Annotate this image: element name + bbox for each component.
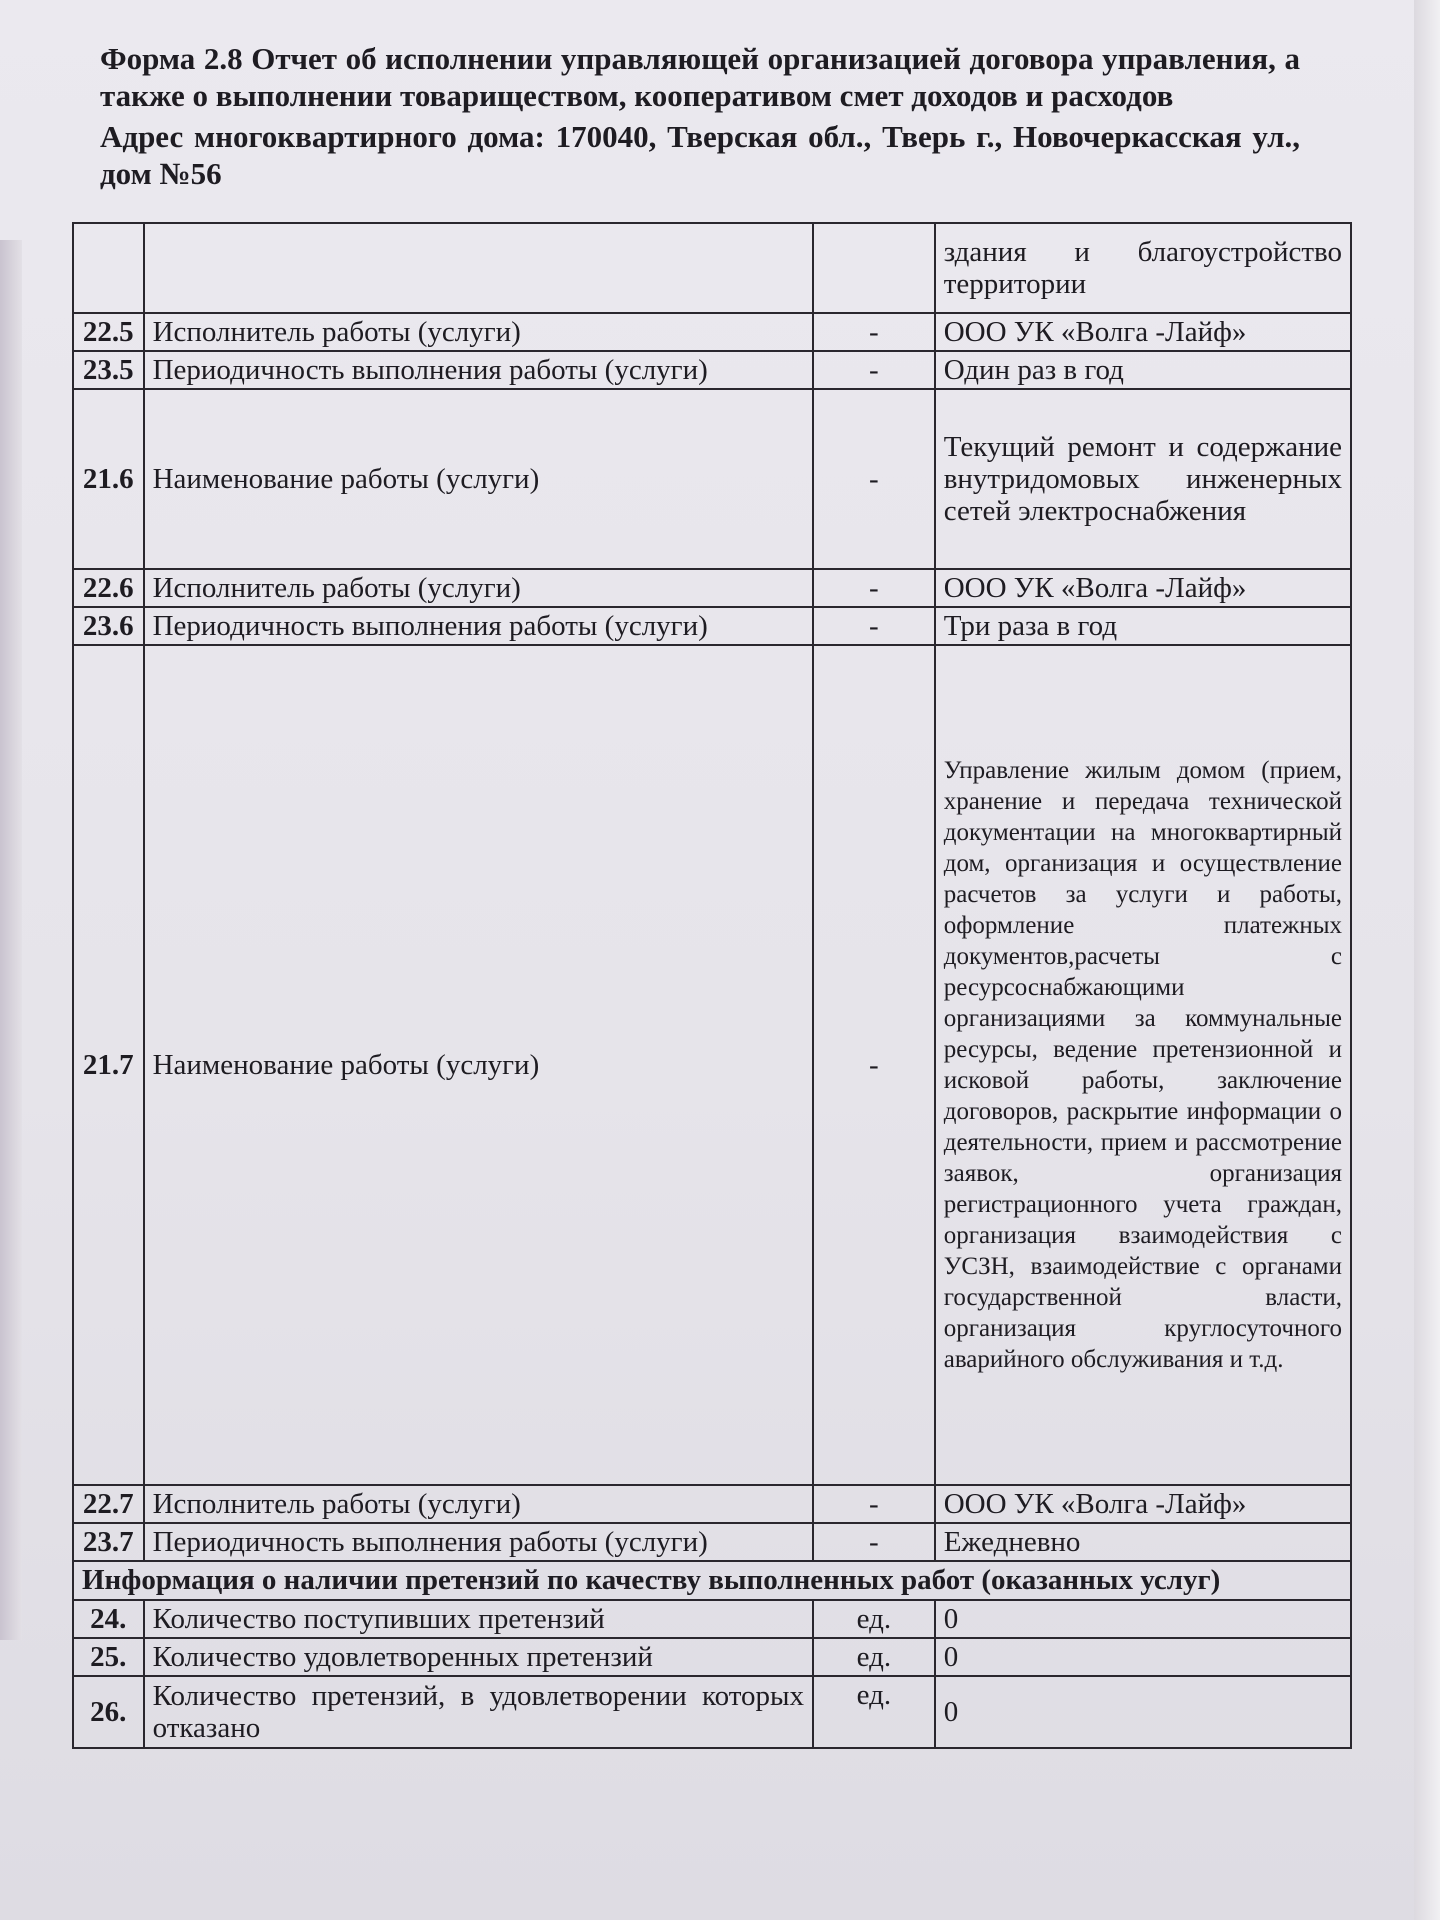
table-row xyxy=(73,313,1351,351)
form-title: Форма 2.8 Отчет об исполнении управляющей организацией договора управления, а также о выполнении товариществом, кооперативом смет доходов и расходов xyxy=(100,41,1300,113)
row-number: 23.5 xyxy=(73,351,144,389)
row-number: 22.5 xyxy=(73,313,144,351)
row-unit: ед. xyxy=(813,1676,935,1748)
table-row xyxy=(73,223,1351,313)
row-value: Ежедневно xyxy=(935,1523,1351,1561)
row-name: Периодичность выполнения работы (услуги) xyxy=(144,1523,813,1561)
paper-edge-right xyxy=(1414,0,1440,1920)
row-value: Управление жилым домом (прием, хранение и передача технической документации на многоквартирный дом, организация и осуществление расчетов за услуги и работы, оформление платежных документов,расчеты с ресурсоснабжающими организациями за коммунальные ресурсы, ведение претензионной и исковой работы, заключение договоров, раскрытие информации о деятельности, прием и рассмотрение заявок, организация регистрационного учета граждан, организация взаимодействия с УСЗН, взаимодействие с органами государственной власти, организация круглосуточного аварийного обслуживания и т.д. xyxy=(935,645,1351,1485)
table-row xyxy=(73,351,1351,389)
row-number: 21.7 xyxy=(73,645,144,1485)
table-row xyxy=(73,607,1351,645)
row-value: 0 xyxy=(935,1638,1351,1676)
row-name: Количество претензий, в удовлетворении которых отказано xyxy=(144,1676,813,1748)
table-row xyxy=(73,1638,1351,1676)
row-value: здания и благоустройство территории xyxy=(935,223,1351,313)
row-value: Текущий ремонт и содержание внутридомовых инженерных сетей электроснабжения xyxy=(935,389,1351,569)
table-row xyxy=(73,1676,1351,1748)
row-value: 0 xyxy=(935,1676,1351,1748)
row-name: Количество поступивших претензий xyxy=(144,1600,813,1638)
row-unit: - xyxy=(813,313,935,351)
row-number: 21.6 xyxy=(73,389,144,569)
row-number: 23.7 xyxy=(73,1523,144,1561)
row-value: Три раза в год xyxy=(935,607,1351,645)
row-value: ООО УК «Волга -Лайф» xyxy=(935,313,1351,351)
row-unit: - xyxy=(813,351,935,389)
row-unit: ед. xyxy=(813,1638,935,1676)
row-number: 24. xyxy=(73,1600,144,1638)
paper-edge-left xyxy=(0,240,22,1640)
row-number: 23.6 xyxy=(73,607,144,645)
table-row xyxy=(73,569,1351,607)
table-row xyxy=(73,1523,1351,1561)
row-name: Наименование работы (услуги) xyxy=(144,389,813,569)
row-unit: - xyxy=(813,389,935,569)
row-name: Наименование работы (услуги) xyxy=(144,645,813,1485)
row-number: 22.7 xyxy=(73,1485,144,1523)
row-number: 22.6 xyxy=(73,569,144,607)
row-name: Периодичность выполнения работы (услуги) xyxy=(144,607,813,645)
row-value: ООО УК «Волга -Лайф» xyxy=(935,569,1351,607)
section-row xyxy=(73,1561,1351,1600)
row-name: Периодичность выполнения работы (услуги) xyxy=(144,351,813,389)
row-name: Исполнитель работы (услуги) xyxy=(144,1485,813,1523)
row-name: Исполнитель работы (услуги) xyxy=(144,313,813,351)
row-unit: ед. xyxy=(813,1600,935,1638)
row-number: 25. xyxy=(73,1638,144,1676)
table-row xyxy=(73,389,1351,569)
claims-section-title: Информация о наличии претензий по качеству выполненных работ (оказанных услуг) xyxy=(73,1561,1351,1600)
row-number xyxy=(73,223,144,313)
row-unit: - xyxy=(813,1523,935,1561)
table-row xyxy=(73,1600,1351,1638)
row-name: Количество удовлетворенных претензий xyxy=(144,1638,813,1676)
row-unit: - xyxy=(813,569,935,607)
row-unit: - xyxy=(813,645,935,1485)
row-unit xyxy=(813,223,935,313)
row-unit: - xyxy=(813,607,935,645)
row-value: 0 xyxy=(935,1600,1351,1638)
house-address: Адрес многоквартирного дома: 170040, Тверская обл., Тверь г., Новочеркасская ул., дом №56 xyxy=(100,119,1300,191)
row-name: Исполнитель работы (услуги) xyxy=(144,569,813,607)
report-table xyxy=(72,222,1352,1749)
row-name xyxy=(144,223,813,313)
row-value: Один раз в год xyxy=(935,351,1351,389)
row-unit: - xyxy=(813,1485,935,1523)
table-row xyxy=(73,645,1351,1485)
document-header xyxy=(100,40,1300,192)
table-row xyxy=(73,1485,1351,1523)
row-value: ООО УК «Волга -Лайф» xyxy=(935,1485,1351,1523)
row-number: 26. xyxy=(73,1676,144,1748)
